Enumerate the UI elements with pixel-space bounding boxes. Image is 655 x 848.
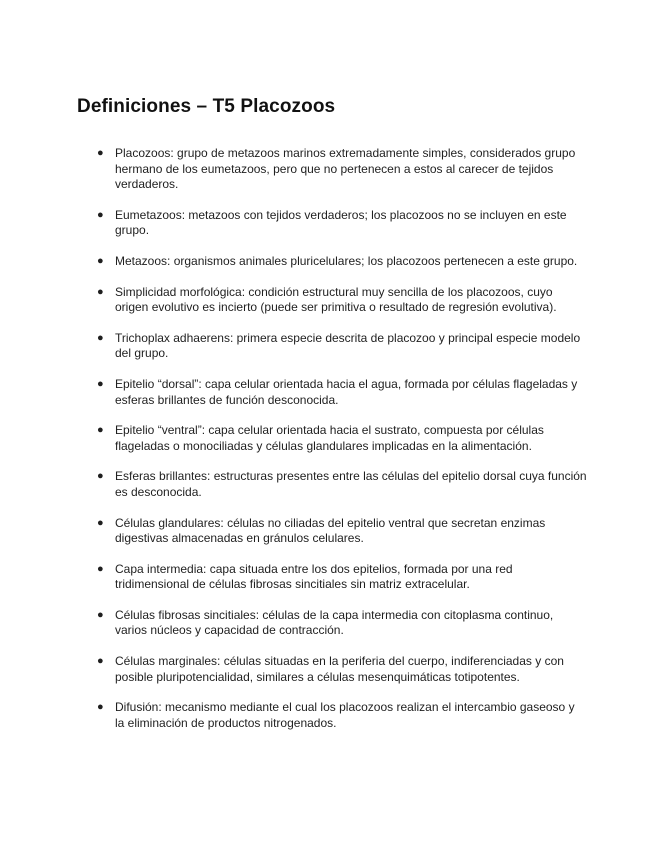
list-item xyxy=(97,208,587,239)
definition-text: Células glandulares: células no ciliadas del epitelio ventral que secretan enzimas digestivas almacenadas en gránulos celulares. xyxy=(115,515,546,546)
definition-text: Epitelio “ventral”: capa celular orientada hacia el sustrato, compuesta por células flageladas o monociliadas y células glandulares implicadas en la alimentación. xyxy=(115,423,544,453)
list-item xyxy=(97,377,587,408)
definition-text: Placozoos: grupo de metazoos marinos extremadamente simples, considerados grupo hermano de los eumetazoos, pero que no pertenecen a estos al carecer de tejidos verdaderos. xyxy=(115,146,576,192)
list-item xyxy=(97,562,587,593)
definition-list xyxy=(97,146,587,746)
page-title: Definiciones – T5 Placozoos xyxy=(77,96,336,117)
bullet-icon: ● xyxy=(97,331,104,344)
definition-text: Simplicidad morfológica: condición estructural muy sencilla de los placozoos, cuyo origen evolutivo es incierto (puede ser primitiva o resultado de regresión evolutiva). xyxy=(115,284,557,315)
bullet-icon: ● xyxy=(97,470,104,483)
list-item xyxy=(97,254,587,270)
definition-text: Capa intermedia: capa situada entre los dos epitelios, formada por una red tridimensional de células fibrosas sincitiales sin matriz extracelular. xyxy=(115,561,513,592)
bullet-icon: ● xyxy=(97,701,104,714)
list-item xyxy=(97,423,587,454)
definition-text: Células marginales: células situadas en la periferia del cuerpo, indiferenciadas y con posible pluripotencialidad, similares a células mesenquimáticas totipotentes. xyxy=(115,654,564,684)
definition-text: Trichoplax adhaerens: primera especie descrita de placozoo y principal especie modelo del grupo. xyxy=(115,330,581,361)
bullet-icon: ● xyxy=(97,147,104,159)
bullet-icon: ● xyxy=(97,254,104,267)
list-item xyxy=(97,331,587,362)
bullet-icon: ● xyxy=(97,285,104,298)
list-item xyxy=(97,285,587,316)
definition-text: Epitelio “dorsal”: capa celular orientada hacia el agua, formada por células flageladas y esferas brillantes de función desconocida. xyxy=(115,376,578,407)
definition-text: Difusión: mecanismo mediante el cual los placozoos realizan el intercambio gaseoso y la eliminación de productos nitrogenados. xyxy=(115,700,575,730)
definition-text: Células fibrosas sincitiales: células de la capa intermedia con citoplasma continuo, varios núcleos y capacidad de contracción. xyxy=(115,607,554,638)
bullet-icon: ● xyxy=(97,424,104,437)
bullet-icon: ● xyxy=(97,655,104,668)
list-item xyxy=(97,608,587,639)
bullet-icon: ● xyxy=(97,562,104,575)
bullet-icon: ● xyxy=(97,208,104,221)
bullet-icon: ● xyxy=(97,608,104,621)
list-item xyxy=(97,469,587,500)
list-item xyxy=(97,700,587,731)
definition-text: Esferas brillantes: estructuras presentes entre las células del epitelio dorsal cuya función es desconocida. xyxy=(115,469,587,499)
definition-text: Eumetazoos: metazoos con tejidos verdaderos; los placozoos no se incluyen en este grupo. xyxy=(115,207,567,238)
list-item xyxy=(97,654,587,685)
definition-text: Metazoos: organismos animales pluricelulares; los placozoos pertenecen a este grupo. xyxy=(115,253,578,268)
list-item xyxy=(97,516,587,547)
bullet-icon: ● xyxy=(97,516,104,529)
list-item xyxy=(97,146,587,193)
bullet-icon: ● xyxy=(97,377,104,390)
